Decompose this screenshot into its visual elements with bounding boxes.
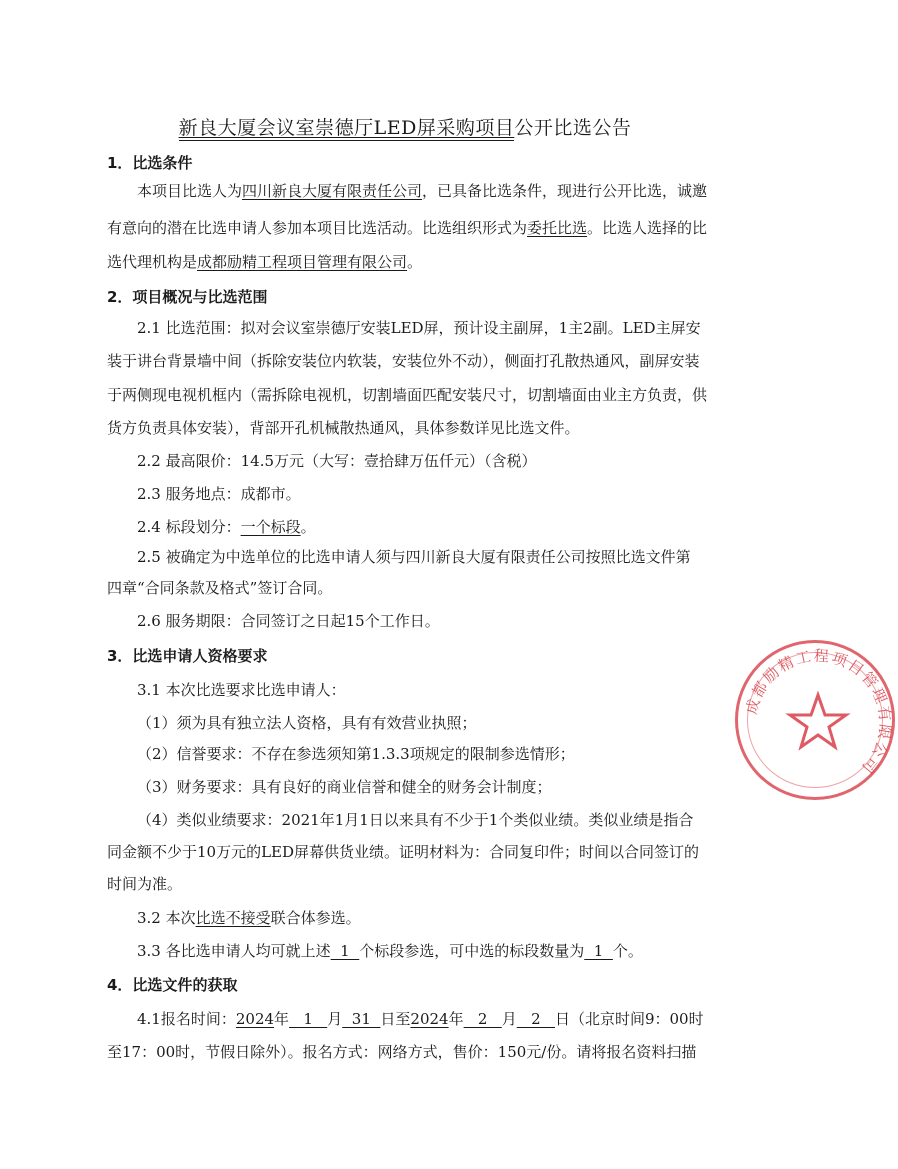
s3-req-4-line-1: （4）类似业绩要求：2021年1月1日以来具有不少于1个类似业绩。类似业绩是指合 [137, 811, 694, 829]
start-month: 1 [289, 1010, 328, 1028]
start-year: 2024 [235, 1010, 275, 1028]
bidder-name: 四川新良大厦有限责任公司 [242, 182, 423, 200]
s1-line-3: 选代理机构是成都励精工程项目管理有限公司。 [107, 253, 423, 271]
lot-count: 一个标段 [240, 518, 301, 536]
s3-req-4-line-2: 同金额不少于10万元的LED屏幕供货业绩。证明材料为：合同复印件；时间以合同签订的 [107, 843, 700, 861]
lot-participation-count: 1 [330, 942, 360, 960]
end-year: 2024 [410, 1010, 449, 1028]
s2-3-location: 2.3 服务地点：成都市。 [137, 485, 301, 503]
s4-1-registration-time: 4.1报名时间：2024年 1 月 31 日至2024年 2 月 2 日（北京时间9：00时 [137, 1010, 704, 1028]
section-1-heading: 1．比选条件 [107, 154, 193, 172]
s4-1-registration-method: 至17：00时，节假日除外）。报名方式：网络方式，售价：150元/份。请将报名资料扫描 [107, 1043, 697, 1061]
title-rest: 公开比选公告 [514, 117, 632, 139]
company-seal [735, 640, 895, 800]
section-3-heading: 3．比选申请人资格要求 [107, 647, 268, 665]
title-underlined: 新良大厦会议室崇德厅LED屏采购项目 [178, 117, 515, 139]
section-2-heading: 2．项目概况与比选范围 [107, 288, 268, 306]
s1-line-1: 本项目比选人为四川新良大厦有限责任公司，已具备比选条件，现进行公开比选，诚邀 [137, 182, 708, 200]
s2-1-line-4: 货方负责具体安装），背部开孔机械散热通风，具体参数详见比选文件。 [107, 419, 580, 437]
s2-1-line-3: 于两侧现电视机框内（需拆除电视机，切割墙面匹配安装尺寸，切割墙面由业主方负责，供 [107, 386, 708, 404]
section-4-heading: 4．比选文件的获取 [107, 976, 238, 994]
seal-text: 成都励精工程项目管理有限公司 [742, 646, 895, 779]
s3-req-1: （1）须为具有独立法人资格，具有有效营业执照； [137, 714, 477, 732]
seal-graphic [738, 643, 898, 803]
document-title [0, 113, 810, 140]
s3-req-3: （3）财务要求：具有良好的商业信誉和健全的财务会计制度； [137, 778, 552, 796]
agency-name: 成都励精工程项目管理有限公司 [197, 253, 408, 271]
s3-2-consortium: 3.2 本次比选不接受联合体参选。 [137, 909, 361, 927]
s3-1-intro: 3.1 本次比选要求比选申请人： [137, 681, 346, 699]
s2-5-line-1: 2.5 被确定为中选单位的比选申请人须与四川新良大厦有限责任公司按照比选文件第 [137, 548, 691, 566]
s3-3-lot-participation: 3.3 各比选申请人均可就上述 1 个标段参选，可中选的标段数量为 1 个。 [137, 942, 643, 960]
s2-1-line-2: 装于讲台背景墙中间（拆除安装位内软装，安装位外不动），侧面打孔散热通风，副屏安装 [107, 352, 700, 370]
s2-6-service-period: 2.6 服务期限：合同签订之日起15个工作日。 [137, 612, 440, 630]
s2-1-line-1: 2.1 比选范围：拟对会议室崇德厅安装LED屏，预计设主副屏，1主2副。LED主屏安 [137, 319, 701, 337]
s2-5-line-2: 四章“合同条款及格式”签订合同。 [107, 579, 333, 597]
s3-req-4-line-3: 时间为准。 [107, 875, 183, 893]
s2-2-price-limit: 2.2 最高限价：14.5万元（大写：壹拾肆万伍仟元）（含税） [137, 452, 537, 470]
s2-4-lots: 2.4 标段划分：一个标段。 [137, 518, 316, 536]
lot-win-count: 1 [584, 942, 613, 960]
end-day: 2 [516, 1010, 555, 1028]
start-day: 31 [342, 1010, 381, 1028]
s1-line-2: 有意向的潜在比选申请人参加本项目比选活动。比选组织形式为委托比选。比选人选择的比 [107, 219, 708, 237]
svg-text:成都励精工程项目管理有限公司 [742, 647, 894, 779]
star-icon [790, 695, 846, 747]
organization-form: 委托比选 [527, 219, 588, 237]
s3-req-2: （2）信誉要求：不存在参选须知第1.3.3项规定的限制参选情形； [137, 745, 575, 763]
end-month: 2 [463, 1010, 502, 1028]
consortium-not-accepted: 比选不接受 [195, 909, 271, 927]
